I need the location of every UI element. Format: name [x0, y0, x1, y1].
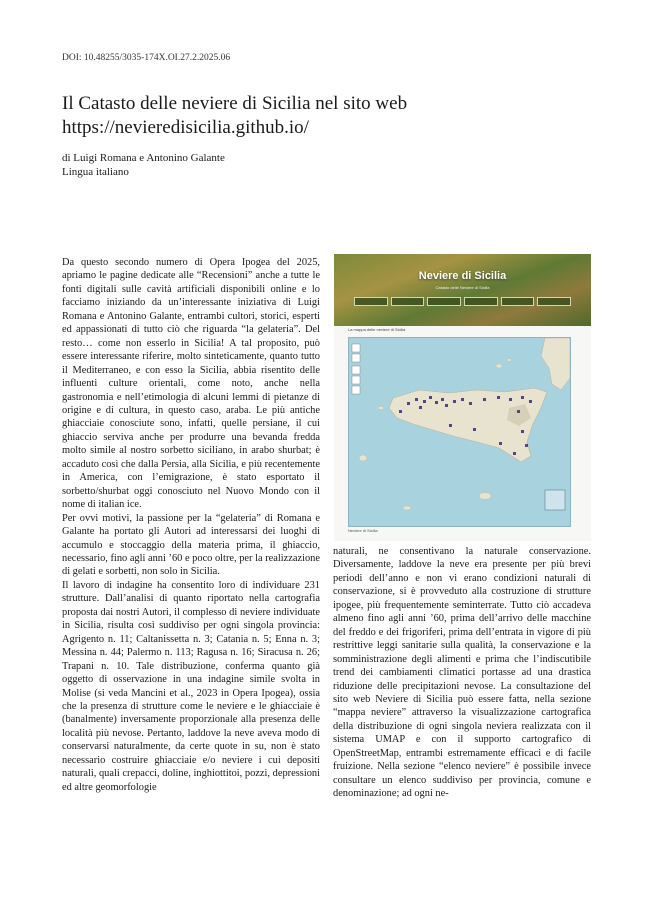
- marker: [449, 424, 452, 427]
- pantelleria-island: [359, 455, 367, 461]
- byline: [62, 151, 225, 179]
- site-nav-item[interactable]: [391, 297, 425, 306]
- site-title: Neviere di Sicilia: [418, 270, 507, 282]
- layers-icon: [352, 366, 360, 374]
- site-nav-item[interactable]: [427, 297, 461, 306]
- marker: [435, 401, 438, 404]
- marker: [453, 400, 456, 403]
- egadi-island: [378, 407, 384, 410]
- doi-line: DOI: 10.48255/3035-174X.OI.27.2.2025.06: [62, 53, 231, 63]
- body-column-right: [333, 545, 591, 801]
- site-nav-item[interactable]: [501, 297, 535, 306]
- marker: [419, 406, 422, 409]
- site-nav-item[interactable]: [464, 297, 498, 306]
- paragraph: Da questo secondo numero di Opera Ipogea del 2025, apriamo le pagine dedicate alle “Recensioni” anche a tutte le fonti digitali sulle cavità artificiali disponibili online e lo facciamo iniziando da un’interessante iniziativa di Luigi Romana e Antonino Galante, entrambi cultori, storici, esperti ed appassionati di tutto ciò che riguarda “la gelateria”. Del resto… come non esserlo in Sicilia! A tal proposito, può essere interessante riferire, molto sinteticamente, quanto tutto il Mediterraneo, e con esso la Sicilia, abbia risentito delle influenti culture orientali, come noto, anche nella gastronomia e nell’etimologia di alcuni lemmi di pietanze di origine e di cultura, in questo caso, araba. Le più antiche ghiacciaie conosciute sono, infatti, quelle persiane, il cui ghiaccio serviva anche per produrre una bevanda fredda molto simile al nostro sorbetto siciliano, in arabo shurbat; è accaduto così che dalla Persia, alla Sicilia, e più recentemente in America, con l’emigrazione, è stato esportato il sorbetto/shurbat oggi conosciuto nel Nuovo Mondo con il nome di italian ice.: [62, 257, 320, 511]
- malta-island: [479, 493, 491, 500]
- website-screenshot-figure: [334, 254, 591, 541]
- authors: di Luigi Romana e Antonino Galante: [62, 152, 225, 164]
- marker: [423, 400, 426, 403]
- site-hero-banner: [334, 254, 591, 326]
- site-nav: [354, 297, 571, 306]
- map-heading: La mappa delle neviere di Sicilia: [348, 327, 406, 332]
- map-graphic: [349, 338, 570, 526]
- site-nav-item[interactable]: [537, 297, 571, 306]
- marker: [429, 396, 432, 399]
- language: Lingua italiano: [62, 166, 129, 178]
- marker: [473, 428, 476, 431]
- marker: [445, 404, 448, 407]
- marker: [517, 410, 520, 413]
- sicily-island: [389, 388, 547, 462]
- title-line-1: Il Catasto delle neviere di Sicilia nel sito web: [62, 93, 408, 114]
- marker: [529, 400, 532, 403]
- marker: [399, 410, 402, 413]
- body-column-left: [62, 256, 320, 794]
- marker: [415, 398, 418, 401]
- site-subtitle: Catasto delle Neviere di Sicilia: [435, 285, 490, 290]
- marker: [513, 452, 516, 455]
- marker: [521, 396, 524, 399]
- lampedusa-island: [403, 506, 411, 510]
- map-footer: Neviere di Sicilia: [348, 528, 378, 533]
- zoom-out-icon: [352, 354, 360, 362]
- aeolian-island: [496, 364, 502, 368]
- marker: [509, 398, 512, 401]
- search-icon: [352, 376, 360, 384]
- marker: [469, 402, 472, 405]
- map-controls: [352, 344, 360, 394]
- calabria-land: [541, 338, 570, 390]
- title-url[interactable]: https://nevieredisicilia.github.io/: [62, 117, 309, 138]
- marker: [407, 402, 410, 405]
- marker: [497, 396, 500, 399]
- paragraph: Il lavoro di indagine ha consentito loro di individuare 231 strutture. Dall’analisi di quanto riportato nella cartografia proposta dai nostri Autori, il complesso di neviere individuate in Sicilia, risulta così suddiviso per ogni singola provincia: Agrigento n. 11; Caltanissetta n. 3; Catania n. 5; Enna n. 3; Messina n. 44; Palermo n. 113; Ragusa n. 16; Siracusa n. 26; Trapani n. 10. Tale distribuzione, conferma quanto già oggetto di osservazione in una indagine simile svolta in Molise (si veda Mancini et al., 2023 in Opera Ipogea), ossia che la presenza di strutture come le neviere e le ghiacciaie è (banalmente) inversamente proporzionale alla presenza delle località più nevose. Pertanto, laddove la neve aveva modo di conservarsi naturalmente, da certe quote in su, non è stato necessario costruire ghiacciaie e/o neviere i cui depositi naturali, quali crepacci, doline, inghiottitoi, pozzi, depressioni ed altre geomorfologie: [62, 579, 320, 793]
- fullscreen-icon: [352, 386, 360, 394]
- marker: [525, 444, 528, 447]
- paragraph: Per ovvi motivi, la passione per la “gelateria” di Romana e Galante ha portato gli Autori ad interessarsi dei luoghi di accumulo e stoccaggio della materia prima, il ghiaccio, necessario, fino agli anni ’60 e poco oltre, per la realizzazione di gelati e sorbetti, non solo in Sicilia.: [62, 512, 320, 578]
- site-nav-item[interactable]: [354, 297, 388, 306]
- aeolian-island: [507, 359, 511, 362]
- sicily-map[interactable]: [348, 337, 571, 527]
- marker: [499, 442, 502, 445]
- minimap: [545, 490, 565, 510]
- paragraph: naturali, ne consentivano la naturale conservazione. Diversamente, laddove la neve era presente per più brevi periodi dell’anno e non vi erano condizioni naturali di conservazione, si è provveduto alla costruzione di strutture ipogee, più frequentemente seminterrate. Tutto ciò accadeva almeno fino agli anni ’60, prima dell’arrivo delle macchine del freddo e dei frigoriferi, prima dell’entrata in vigore di più restrittive leggi sanitarie sulla qualità, la conservazione e la somministrazione degli alimenti e prima che l’indiscutibile trend dei cambiamenti climatici portasse ad una drastica riduzione delle precipitazioni nevose. La consultazione del sito web Neviere di Sicilia può essere fatta, nella sezione “mappa neviere” attraverso la visualizzazione cartografica della distribuzione di ogni singola neviera realizzata con il sistema UMAP e con il supporto cartografico di OpenStreetMap, entrambi estremamente efficaci e di facile fruizione. Nella sezione “elenco neviere” è possibile invece consultare un elenco suddiviso per provincia, comune e denominazione; ad ogni ne-: [333, 546, 591, 800]
- marker: [521, 430, 524, 433]
- marker: [441, 398, 444, 401]
- marker: [461, 398, 464, 401]
- zoom-in-icon: [352, 344, 360, 352]
- article-title: [62, 92, 582, 140]
- marker: [483, 398, 486, 401]
